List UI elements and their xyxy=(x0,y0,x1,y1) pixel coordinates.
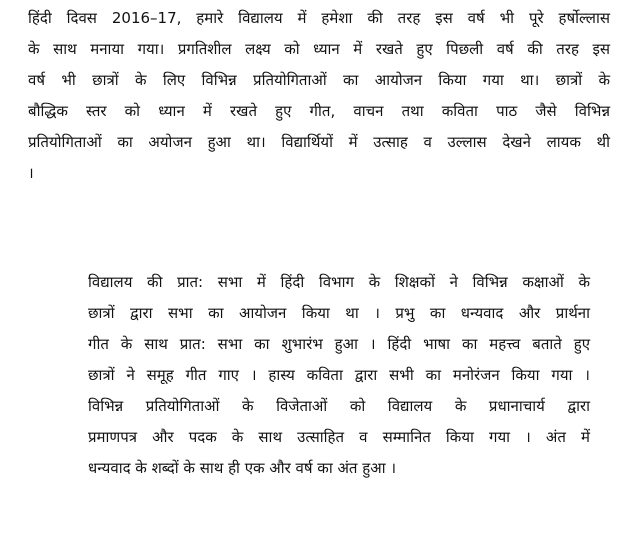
text-line: । xyxy=(28,164,34,182)
text-line: हिंदी दिवस 2016–17, हमारे विद्यालय में हमेशा की तरह इस वर्ष भी पूरे हर्षोल्लास xyxy=(28,9,610,27)
text-line: छात्रों ने समूह गीत गाए । हास्य कविता द्वारा सभी का मनोरंजन किया गया । xyxy=(88,366,590,384)
text-line: धन्यवाद के शब्दों के साथ ही एक और वर्ष का अंत हुआ । xyxy=(88,459,397,477)
text-line: छात्रों द्वारा सभा का आयोजन किया था । प्रभु का धन्यवाद और प्रार्थना xyxy=(88,304,590,322)
text-line: गीत के साथ प्रात: सभा का शुभारंभ हुआ । हिंदी भाषा का महत्त्व बताते हुए xyxy=(88,335,590,353)
text-line: के साथ मनाया गया। प्रगतिशील लक्ष्य को ध्यान में रखते हुए पिछली वर्ष की तरह इस xyxy=(28,40,610,58)
text-line: प्रतियोगिताओं का अयोजन हुआ था। विद्यार्थियों में उत्साह व उल्लास देखने लायक थी xyxy=(28,133,610,151)
text-line: प्रमाणपत्र और पदक के साथ उत्साहित व सम्मानित किया गया । अंत में xyxy=(88,428,590,446)
paragraph-hindi-diwas-intro xyxy=(28,3,610,189)
paragraph-morning-assembly xyxy=(88,267,590,484)
text-line: विभिन्न प्रतियोगिताओं के विजेताओं को विद्यालय के प्रधानाचार्य द्वारा xyxy=(88,397,590,415)
text-line: वर्ष भी छात्रों के लिए विभिन्न प्रतियोगिताओं का आयोजन किया गया था। छात्रों के xyxy=(28,71,610,89)
text-line: विद्यालय की प्रात: सभा में हिंदी विभाग के शिक्षकों ने विभिन्न कक्षाओं के xyxy=(88,273,590,291)
text-line: बौद्धिक स्तर को ध्यान में रखते हुए गीत, वाचन तथा कविता पाठ जैसे विभिन्न xyxy=(28,102,610,120)
